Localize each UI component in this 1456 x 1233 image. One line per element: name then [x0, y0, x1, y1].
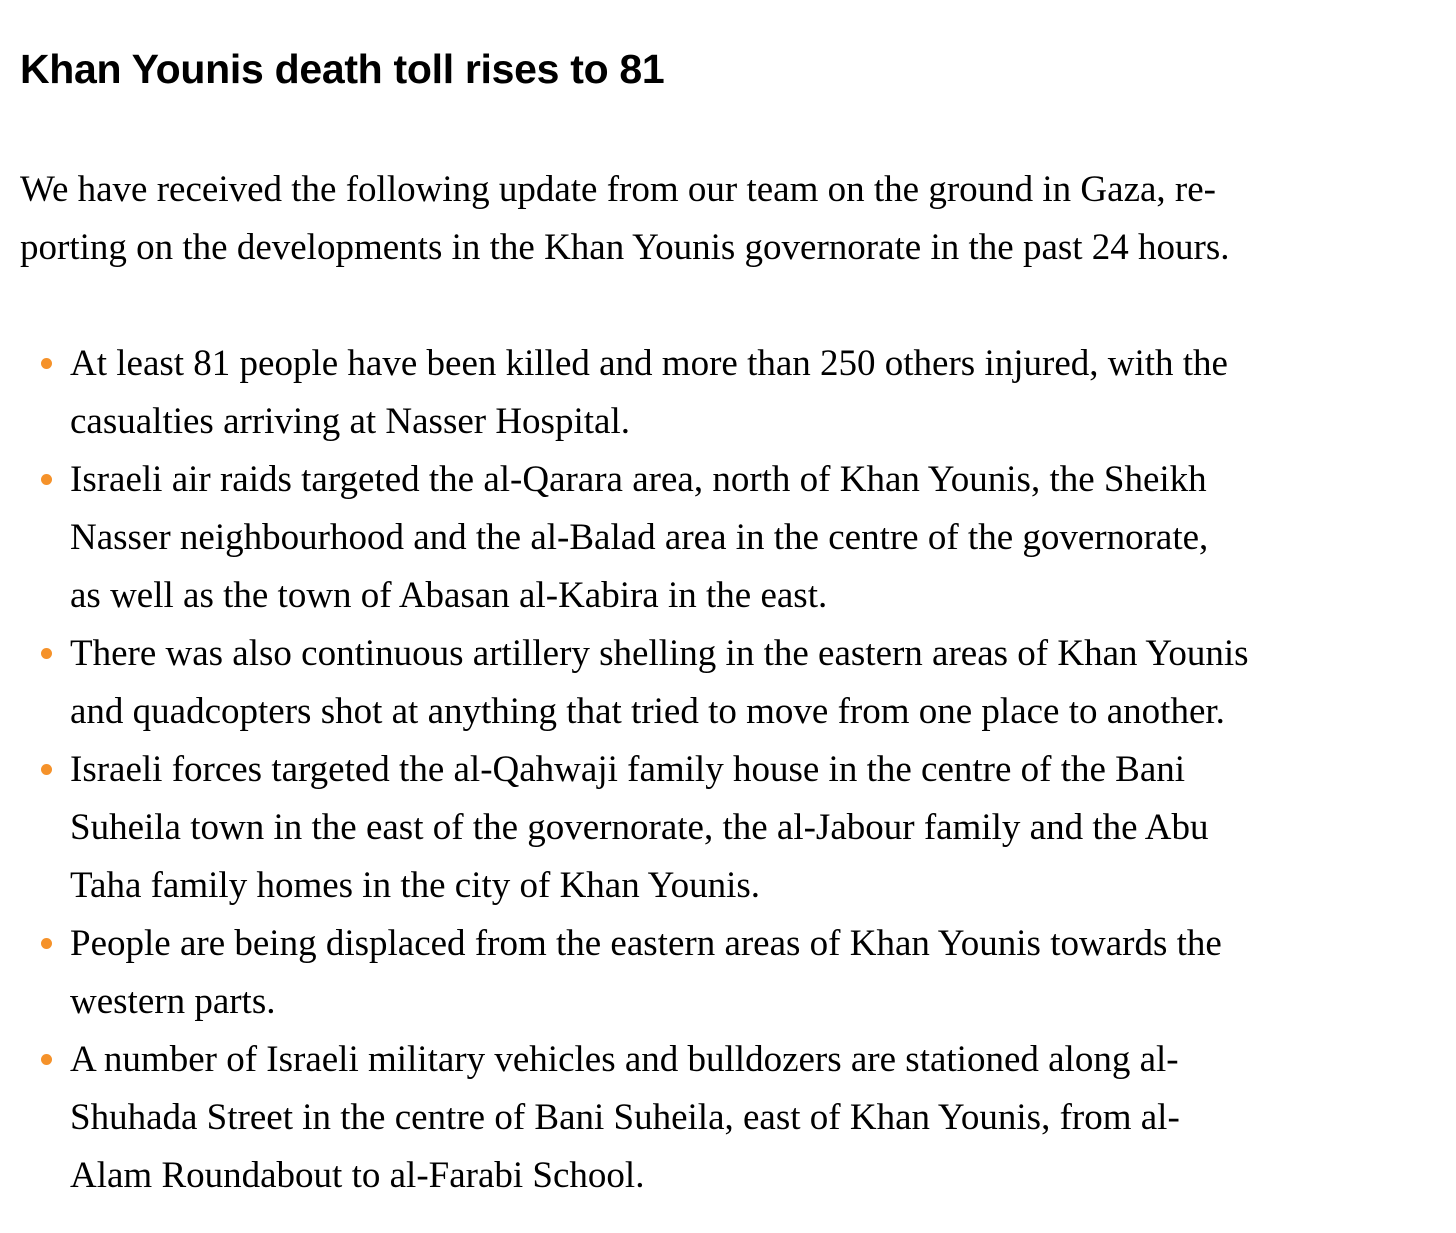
intro-line: We have received the following update from our team on the ground in Gaza, re- — [20, 169, 1216, 210]
bullet-line: Alam Roundabout to al-Farabi School. — [70, 1155, 645, 1196]
intro-paragraph — [20, 161, 1440, 277]
bullet-line: Suheila town in the east of the governorate, the al-Jabour family and the Abu — [70, 807, 1209, 848]
bullet-item-displacement — [20, 915, 1440, 1031]
bullet-line: Nasser neighbourhood and the al-Balad area in the centre of the governorate, — [70, 517, 1209, 558]
bullet-line: as well as the town of Abasan al-Kabira in the east. — [70, 575, 828, 616]
bullet-item-family-homes — [20, 741, 1440, 915]
bullet-item-military-vehicles — [20, 1031, 1440, 1205]
update-bullet-list — [20, 335, 1440, 1205]
bullet-dot-icon — [41, 1054, 52, 1065]
bullet-item-air-raids — [20, 451, 1440, 625]
bullet-item-casualties — [20, 335, 1440, 451]
bullet-line: Israeli forces targeted the al-Qahwaji family house in the centre of the Bani — [70, 749, 1186, 790]
bullet-item-shelling — [20, 625, 1440, 741]
bullet-dot-icon — [41, 764, 52, 775]
intro-line: porting on the developments in the Khan Younis governorate in the past 24 hours. — [20, 227, 1230, 268]
bullet-line: Shuhada Street in the centre of Bani Suheila, east of Khan Younis, from al- — [70, 1097, 1180, 1138]
bullet-line: casualties arriving at Nasser Hospital. — [70, 401, 630, 442]
bullet-line: There was also continuous artillery shelling in the eastern areas of Khan Younis — [70, 633, 1249, 674]
bullet-line: Israeli air raids targeted the al-Qarara area, north of Khan Younis, the Sheikh — [70, 459, 1207, 500]
bullet-line: Taha family homes in the city of Khan Younis. — [70, 865, 761, 906]
bullet-line: western parts. — [70, 981, 276, 1022]
bullet-line: and quadcopters shot at anything that tried to move from one place to another. — [70, 691, 1225, 732]
bullet-dot-icon — [41, 938, 52, 949]
article-headline: Khan Younis death toll rises to 81 — [20, 46, 665, 92]
bullet-line: People are being displaced from the eastern areas of Khan Younis towards the — [70, 923, 1222, 964]
bullet-dot-icon — [41, 648, 52, 659]
bullet-line: At least 81 people have been killed and more than 250 others injured, with the — [70, 343, 1228, 384]
bullet-dot-icon — [41, 358, 52, 369]
bullet-dot-icon — [41, 474, 52, 485]
bullet-line: A number of Israeli military vehicles and bulldozers are stationed along al- — [70, 1039, 1179, 1080]
